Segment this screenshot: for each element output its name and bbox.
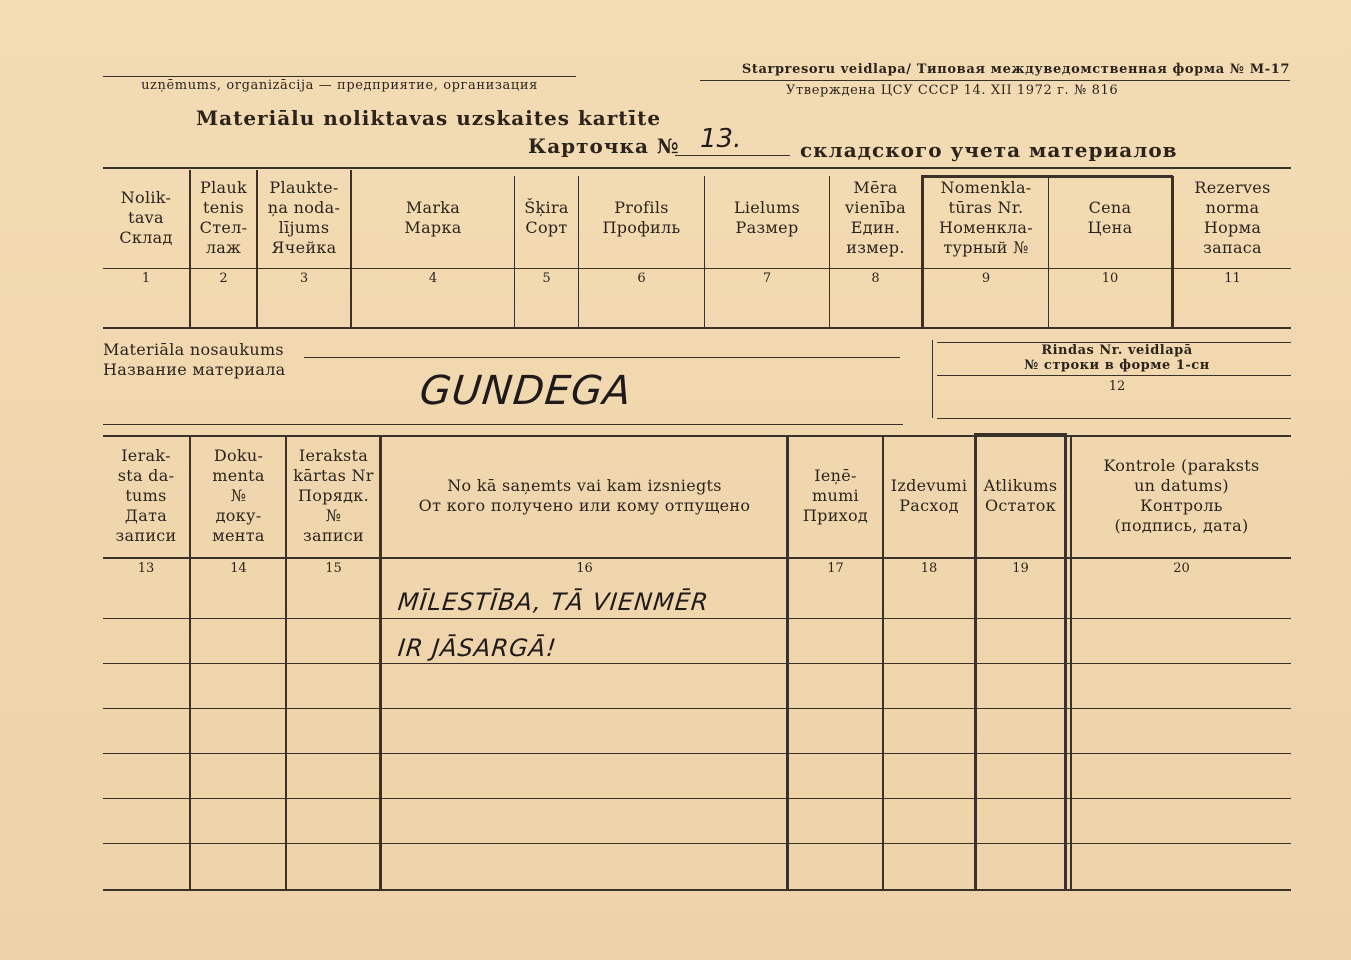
col-price: Cena Цена — [1087, 198, 1133, 237]
col-number: 3 — [299, 271, 309, 286]
col-number: 8 — [871, 271, 880, 286]
row-ref-divider — [932, 340, 933, 418]
form-label: Starpresoru veidlapa/ Типовая междуведомственная форма № М-17 — [741, 62, 1290, 77]
log-row-line — [103, 663, 1291, 664]
material-line-2 — [103, 424, 903, 425]
org-label: uzņēmums, organizācija — предприятие, организация — [141, 78, 538, 93]
col-number: 2 — [219, 271, 228, 286]
log-row-line — [103, 708, 1291, 709]
balance-box-top — [974, 433, 1067, 436]
col-brand: Marka Марка — [404, 198, 462, 237]
top-table-top — [103, 167, 1291, 169]
col-number: 13 — [137, 561, 155, 576]
col-control: Kontrole (paraksts un datums) Контроль (подпись, дата) — [1103, 456, 1260, 535]
col-warehouse: Nolik- tava Склад — [119, 188, 173, 247]
col-rack: Plauk tenis Стел- лаж — [199, 178, 248, 257]
material-line-1 — [304, 357, 900, 358]
col-number: 20 — [1173, 561, 1190, 576]
log-row-line — [103, 753, 1291, 754]
log-table-top — [103, 435, 1291, 437]
col-entry-date: Ierak- sta da- tums Дата записи — [115, 446, 177, 545]
col-from-to-whom: No kā saņemts vai kam izsniegts От кого получено или кому отпущено — [418, 476, 751, 515]
col-balance: Atlikums Остаток — [983, 476, 1058, 515]
row-ref-label-lv: Rindas Nr. veidlapā — [1041, 343, 1193, 358]
col-number: 6 — [637, 271, 646, 286]
row-ref-number: 12 — [1108, 379, 1126, 394]
log-row-line — [103, 798, 1291, 799]
col-number: 5 — [542, 271, 551, 286]
col-number: 9 — [981, 271, 991, 286]
col-receipt: Ieņē- mumi Приход — [802, 466, 869, 525]
form-line — [700, 80, 1290, 81]
material-label-lv: Materiāla nosaukums — [103, 340, 284, 359]
log-table-bottom — [103, 889, 1291, 891]
col-number: 19 — [1012, 561, 1029, 576]
handwritten-line-2: IR JĀSARGĀ! — [396, 634, 559, 662]
col-document-number: Doku- menta № доку- мента — [212, 446, 265, 545]
row-ref-bottom — [937, 418, 1291, 419]
log-table-header-line — [103, 557, 1291, 559]
col-grade: Šķira Сорт — [524, 198, 569, 237]
approved-label: Утверждена ЦСУ СССР 14. XII 1972 г. № 816 — [786, 83, 1119, 98]
title-ru-suffix: складского учета материалов — [800, 138, 1178, 162]
col-nomenclature: Nomenkla- tūras Nr. Номенкла- турный № — [939, 178, 1033, 257]
col-number: 17 — [827, 561, 844, 576]
col-unit: Mēra vienība Един. измер. — [845, 178, 906, 257]
col-number: 7 — [762, 271, 772, 286]
log-row-line — [103, 618, 1291, 619]
col-number: 11 — [1224, 271, 1241, 286]
org-line — [103, 76, 576, 77]
handwritten-line-1: MĪLESTĪBA, TĀ VIENMĒR — [396, 588, 711, 616]
col-number: 10 — [1101, 271, 1119, 286]
log-row-line — [103, 843, 1291, 844]
col-number: 18 — [920, 561, 938, 576]
material-name-value: GUNDEGA — [417, 368, 635, 414]
col-number: 4 — [428, 271, 438, 286]
col-number: 14 — [230, 561, 247, 576]
col-cell: Plaukte- ņa noda- lījums Ячейка — [267, 178, 341, 257]
card-number: 13. — [700, 124, 742, 154]
top-table-header-line — [103, 268, 1291, 269]
card-number-line — [675, 155, 790, 156]
title-ru-prefix: Карточка № — [528, 134, 680, 158]
col-reserve: Rezerves norma Норма запаса — [1194, 178, 1271, 257]
row-ref-mid — [937, 375, 1291, 376]
title-lv: Materiālu noliktavas uzskaites kartīte — [196, 106, 662, 130]
col-number: 15 — [325, 561, 342, 576]
col-number: 1 — [141, 271, 151, 286]
col-size: Lielums Размер — [733, 198, 801, 237]
row-ref-label-ru: № строки в форме 1-сн — [1024, 358, 1210, 373]
top-table-bottom — [103, 327, 1291, 329]
col-profile: Profils Профиль — [602, 198, 681, 237]
col-expense: Izdevumi Расход — [890, 476, 968, 515]
material-label-ru: Название материала — [103, 360, 286, 379]
col-entry-order: Ieraksta kārtas Nr Порядк. № записи — [293, 446, 374, 545]
col-number: 16 — [576, 561, 593, 576]
